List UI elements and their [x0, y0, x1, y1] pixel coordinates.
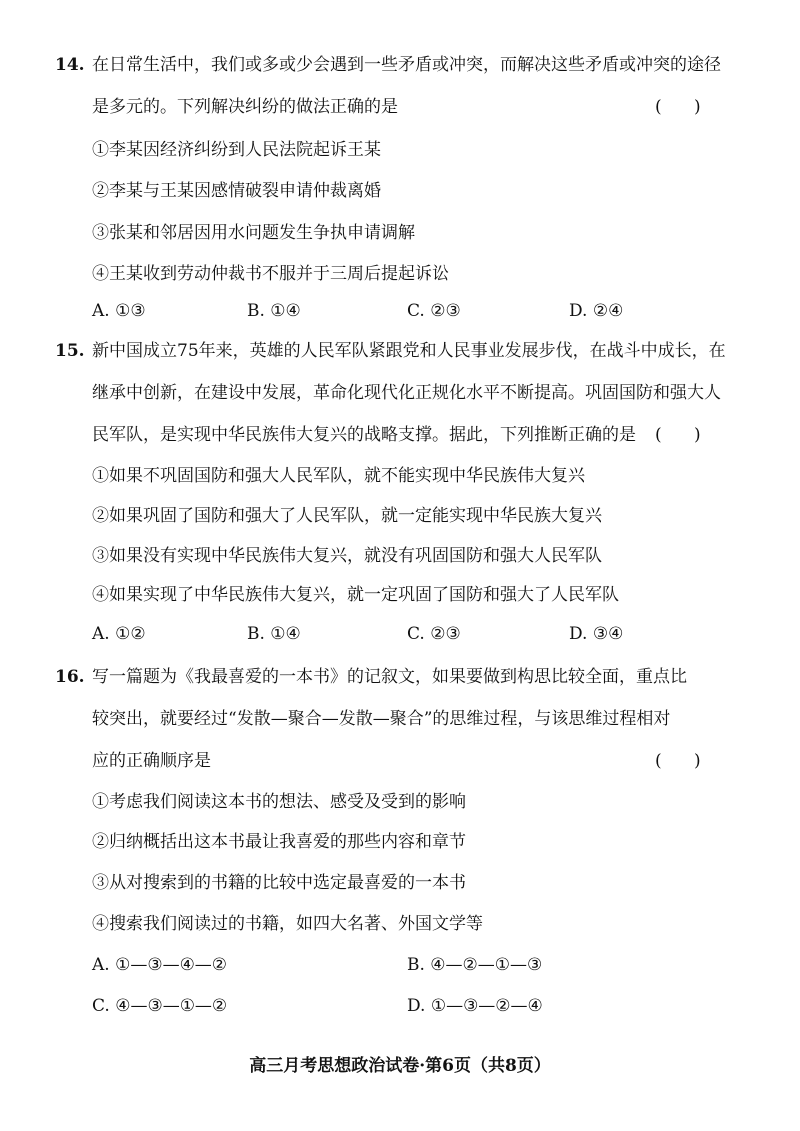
question-stem-line: 民军队，是实现中华民族伟大复兴的战略支撑。据此，下列推断正确的是	[92, 425, 636, 445]
statement-item: ③张某和邻居因用水问题发生争执申请调解	[92, 223, 415, 243]
option-b: B. ①④	[247, 301, 301, 321]
option-b: B. ④—②—①—③	[407, 955, 543, 975]
option-a: A. ①②	[92, 624, 146, 644]
question-stem-line: 是多元的。下列解决纠纷的做法正确的是	[92, 97, 398, 117]
option-d: D. ③④	[569, 624, 624, 644]
question-stem-line: 继承中创新，在建设中发展，革命化现代化正规化水平不断提高。巩固国防和强大人	[92, 383, 721, 403]
statement-item: ②如果巩固了国防和强大了人民军队，就一定能实现中华民族大复兴	[92, 506, 602, 526]
question-number: 15.	[55, 341, 85, 361]
statement-item: ④如果实现了中华民族伟大复兴，就一定巩固了国防和强大了人民军队	[92, 585, 619, 605]
question-stem-line: 较突出，就要经过“发散—聚合—发散—聚合”的思维过程，与该思维过程相对	[92, 709, 671, 729]
option-a: A. ①③	[92, 301, 146, 321]
statement-item: ①如果不巩固国防和强大人民军队，就不能实现中华民族伟大复兴	[92, 466, 585, 486]
statement-item: ④王某收到劳动仲裁书不服并于三周后提起诉讼	[92, 264, 449, 284]
option-d: D. ①—③—②—④	[407, 996, 543, 1016]
question-stem-line: 应的正确顺序是	[92, 751, 211, 771]
option-c: C. ②③	[407, 301, 461, 321]
answer-parentheses: ( )	[655, 425, 701, 445]
question-stem-line: 新中国成立75年来，英雄的人民军队紧跟党和人民事业发展步伐，在战斗中成长，在	[92, 341, 726, 361]
question-number: 16.	[55, 667, 85, 687]
answer-parentheses: ( )	[655, 751, 701, 771]
option-a: A. ①—③—④—②	[92, 955, 228, 975]
statement-item: ①考虑我们阅读这本书的想法、感受及受到的影响	[92, 792, 466, 812]
option-c: C. ②③	[407, 624, 461, 644]
statement-item: ①李某因经济纠纷到人民法院起诉王某	[92, 140, 381, 160]
statement-item: ③从对搜索到的书籍的比较中选定最喜爱的一本书	[92, 873, 466, 893]
statement-item: ②李某与王某因感情破裂申请仲裁离婚	[92, 181, 381, 201]
question-stem-line: 写一篇题为《我最喜爱的一本书》的记叙文，如果要做到构思比较全面，重点比	[92, 667, 687, 687]
option-b: B. ①④	[247, 624, 301, 644]
statement-item: ③如果没有实现中华民族伟大复兴，就没有巩固国防和强大人民军队	[92, 546, 602, 566]
answer-parentheses: ( )	[655, 97, 701, 117]
page-footer: 高三月考思想政治试卷·第6页（共8页）	[249, 1056, 551, 1076]
question-stem-line: 在日常生活中，我们或多或少会遇到一些矛盾或冲突，而解决这些矛盾或冲突的途径	[92, 55, 721, 75]
statement-item: ④搜索我们阅读过的书籍，如四大名著、外国文学等	[92, 914, 483, 934]
statement-item: ②归纳概括出这本书最让我喜爱的那些内容和章节	[92, 832, 466, 852]
option-c: C. ④—③—①—②	[92, 996, 228, 1016]
question-number: 14.	[55, 55, 85, 75]
option-d: D. ②④	[569, 301, 624, 321]
